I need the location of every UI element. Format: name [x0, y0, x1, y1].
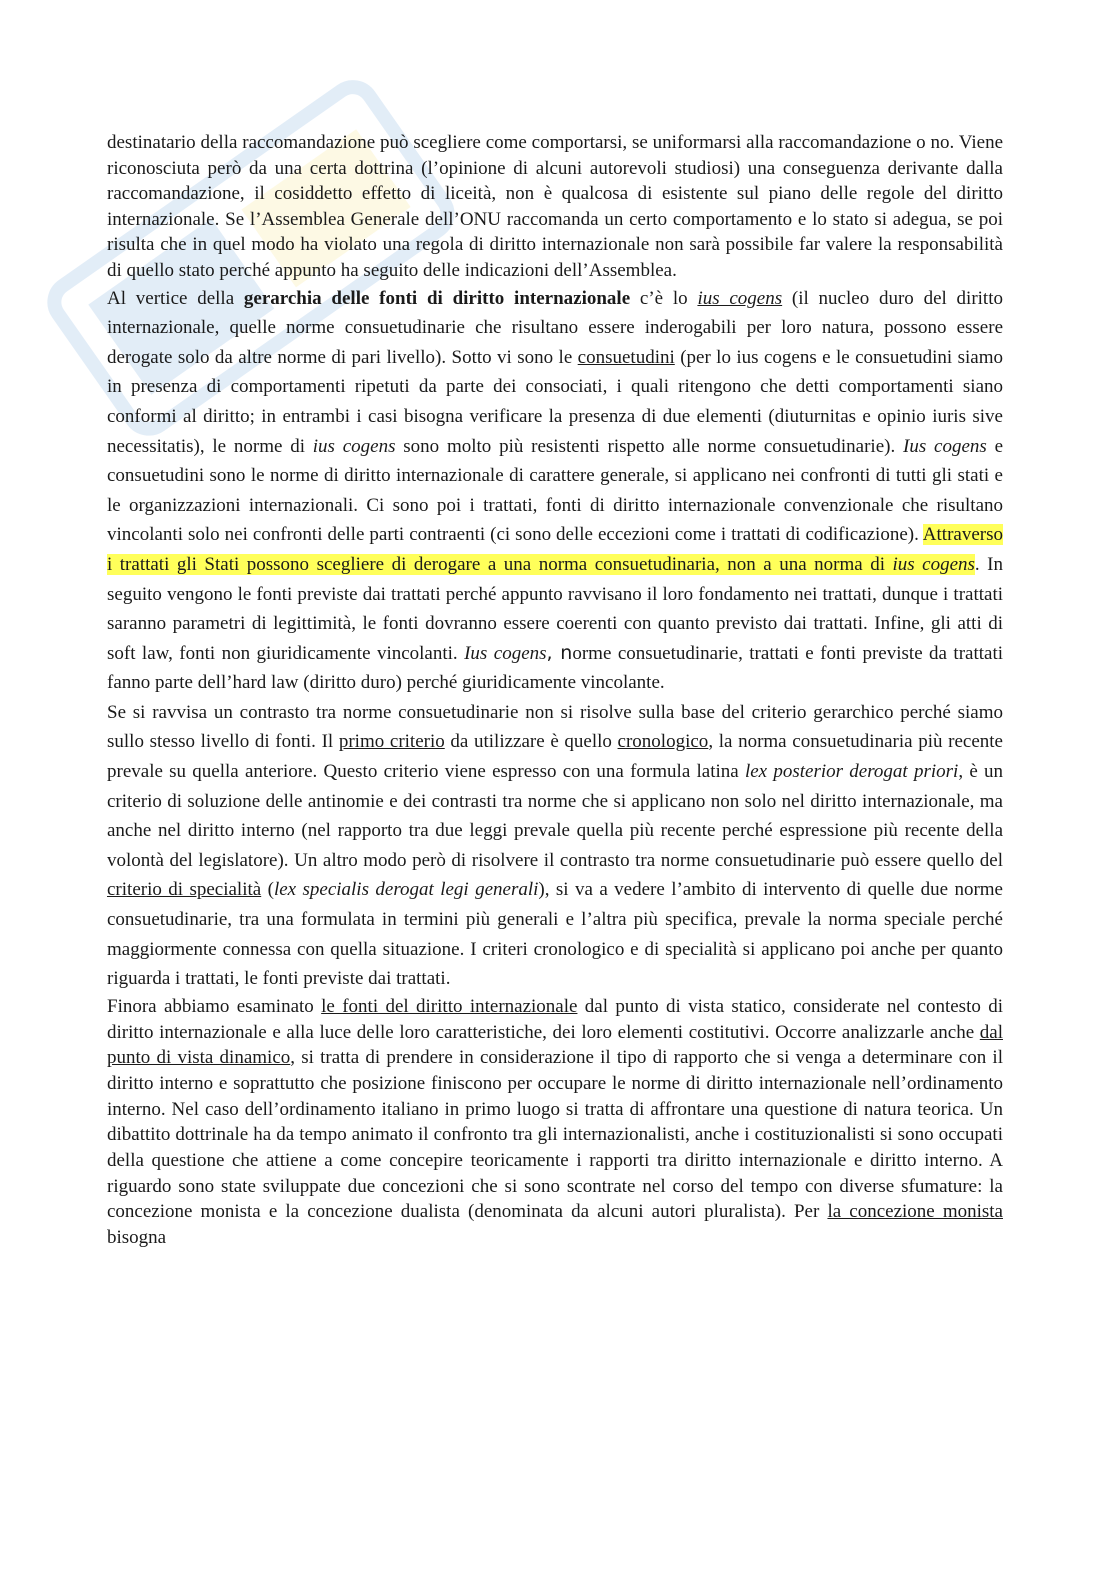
- text-run: Al vertice della: [107, 287, 244, 309]
- bold-term-hierarchy: gerarchia delle fonti di diritto internazionale: [243, 287, 631, 309]
- text-run-sans: , n: [546, 641, 573, 664]
- highlighted-sentence: Attraverso i trattati gli Stati possono scegliere di derogare a una norma consuetudinaria, non a una norma di: [107, 524, 1003, 575]
- term-criterio-specialita: criterio di specialità: [107, 879, 262, 901]
- term-consuetudini: consuetudini: [577, 346, 675, 368]
- text-run: (per lo ius cogens e le consuetudini siamo in presenza di comportamenti ripetuti da parte dei consociati, i quali ritengono che detti comportamenti siano conformi al diritto; in entrambi i casi bisogna verificare la presenza di due elementi (diuturnitas e opinio iuris sive necessitatis), le norme di: [107, 346, 1003, 457]
- term-fonti-diritto-internazionale: le fonti del diritto internazionale: [321, 995, 578, 1017]
- highlighted-italic-ius-cogens: ius cogens: [892, 553, 975, 575]
- text-run: . In seguito vengono le fonti previste dai trattati perché appunto ravvisano il loro fondamento nei trattati, dunque i trattati saranno parametri di legittimità, le fonti dovranno essere coerenti con quanto previsto dai trattati. Infine, gli atti di soft law, fonti non giuridicamente vincolanti.: [107, 553, 1004, 664]
- term-concezione-monista: la concezione monista: [827, 1201, 1003, 1223]
- text-run: dal punto di vista statico, considerate nel contesto di diritto internazionale e alla luce delle loro caratteristiche, dei loro elementi costitutivi. Occorre analizzarle anche: [107, 995, 1003, 1043]
- term-ius-cogens: ius cogens: [697, 287, 783, 309]
- text-run: , si tratta di prendere in considerazione il tipo di rapporto che si venga a determinare con il diritto interno e soprattutto che posizione finiscono per occupare le norme di diritto internazionale nell’ordinamento interno. Nel caso dell’ordinamento italiano in primo luogo si tratta di affrontare una questione di natura teorica. Un dibattito dottrinale ha da tempo animato il confronto tra gli internazionalisti, anche i costituzionalisti si sono occupati della questione che attiene a come concepire teoricamente i rapporti tra diritto internazionale e diritto interno. A riguardo sono state sviluppate due concezioni che si sono scontrate nel corso del tempo con diverse sfumature: la concezione monista e la concezione dualista (denominata da alcuni autori pluralista). Per: [107, 1047, 1003, 1223]
- paragraph-2: [107, 284, 1003, 698]
- latin-lex-posterior: lex posterior derogat priori: [744, 761, 959, 783]
- italic-ius-cogens: Ius cogens: [903, 435, 987, 457]
- latin-lex-specialis: lex specialis derogat legi generali: [273, 879, 539, 901]
- text-run: (: [261, 879, 274, 901]
- paragraph-3: [107, 698, 1003, 994]
- text-run: e consuetudini sono le norme di diritto internazionale di carattere generale, si applicano nei confronti di tutti gli stati e le organizzazioni internazionali. Ci sono poi i trattati, fonti di diritto internazionale convenzionale che risultano vincolanti solo nei confronti delle parti contraenti (ci sono delle eccezioni come i trattati di codificazione).: [107, 435, 1003, 546]
- term-primo-criterio: primo criterio: [338, 731, 445, 753]
- text-run: , la norma consuetudinaria più recente prevale su quella anteriore. Questo criterio viene espresso con una formula latina: [107, 731, 1003, 783]
- paragraph-1: [107, 130, 1003, 284]
- text-run: orme consuetudinarie, trattati e fonti previste da trattati fanno parte dell’hard law (diritto duro) perché giuridicamente vincolante.: [107, 642, 1004, 694]
- text-run: sono molto più resistenti rispetto alle norme consuetudinarie).: [395, 435, 903, 457]
- text-run: Finora abbiamo esaminato: [107, 995, 322, 1017]
- italic-ius-cogens: ius cogens: [312, 435, 396, 457]
- term-punto-vista-dinamico: dal punto di vista dinamico: [107, 1021, 1003, 1069]
- text-run: (il nucleo duro del diritto internazionale, quelle norme consuetudinarie che risultano essere inderogabili per loro natura, possono essere derogate solo da altre norme di pari livello). Sotto vi sono le: [107, 287, 1003, 368]
- text-run: da utilizzare è quello: [444, 731, 618, 753]
- text-run: ), si va a vedere l’ambito di intervento di quelle due norme consuetudinarie, tra una formulata in termini più generali e l’altra più specifica, prevale la norma speciale perché maggiormente connessa con quella situazione. I criteri cronologico e di specialità si applicano poi anche per quanto riguarda i trattati, le fonti previste dai trattati.: [107, 879, 1003, 990]
- document-page: [107, 130, 1003, 1251]
- text-run: bisogna: [107, 1227, 167, 1249]
- text-run: Se si ravvisa un contrasto tra norme consuetudinarie non si risolve sulla base del criterio gerarchico perché siamo sullo stesso livello di fonti. Il: [107, 701, 1003, 753]
- italic-ius-cogens: Ius cogens: [464, 642, 547, 664]
- text-run: , è un criterio di soluzione delle antinomie e dei contrasti tra norme che si applicano non solo nel diritto internazionale, ma anche nel diritto interno (nel rapporto tra due leggi prevale quella più recente perché espressione più recente della volontà del legislatore). Un altro modo però di risolvere il contrasto tra norme consuetudinarie può essere quello del: [107, 761, 1004, 871]
- text-run: c’è lo: [630, 287, 698, 309]
- paragraph-4: [107, 994, 1003, 1251]
- term-cronologico: cronologico: [617, 731, 709, 753]
- paragraph-1-text: destinatario della raccomandazione può scegliere come comportarsi, se uniformarsi alla raccomandazione o no. Viene riconosciuta però da una certa dottrina (l’opinione di alcuni autorevoli studiosi) una conseguenza derivante dalla raccomandazione, il cosiddetto effetto di liceità, non è qualcosa di esistente sul piano delle regole del diritto internazionale. Se l’Assemblea Generale dell’ONU raccomanda un certo comportamento e lo stato si adegua, se poi risulta che in quel modo ha violato una regola di diritto internazionale non sarà possibile far valere la responsabilità di quello stato perché appunto ha seguito delle indicazioni dell’Assemblea.: [107, 132, 1003, 281]
